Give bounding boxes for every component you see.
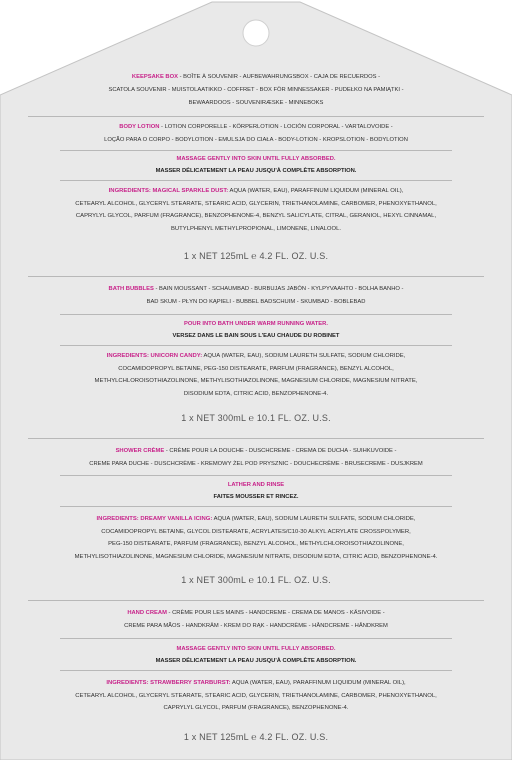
section-body-lotion <box>0 121 512 147</box>
bath-bubbles-instruction-fr: VERSEZ DANS LE BAIN SOUS L'EAU CHAUDE DU ROBINET <box>172 333 340 339</box>
body-lotion-ingredients-line-1 <box>0 185 512 198</box>
body-lotion-ingredients <box>0 185 512 235</box>
body-lotion-ingredients-heading: INGREDIENTS: MAGICAL SPARKLE DUST: <box>108 188 229 194</box>
hand-cream-instructions <box>0 643 512 667</box>
body-lotion-heading: BODY LOTION <box>119 124 160 130</box>
divider <box>60 670 452 671</box>
shower-creme-translations-2: CREME PARA DUCHE - DUSCHCRÈME - KREMOWY ŻEL POD PRYSZNIC - DOUCHECRÈME - BRUSECREME - DUSJKREM <box>89 461 423 467</box>
keepsake-translations-3: BEWAARDOOS - SOUVENIRÆSKE - MINNEBOKS <box>188 100 324 106</box>
section-bath-bubbles <box>0 283 512 309</box>
shower-creme-instruction-en: LATHER AND RINSE <box>227 482 285 488</box>
section-shower-creme <box>0 445 512 471</box>
hand-cream-title-line-1 <box>0 607 512 620</box>
body-lotion-translations-2: LOÇÃO PARA O CORPO - BODYLOTION - EMULSJA DO CIAŁA - BODY-LOTION - KROPSLOTION - BODYLOTION <box>104 137 408 143</box>
shower-creme-ingredients-line-1 <box>0 513 512 526</box>
hand-cream-translations-1: - CRÈME POUR LES MAINS - HANDCREME - CREMA DE MANOS - KÄSIVOIDE - <box>166 610 385 616</box>
divider <box>60 475 452 476</box>
divider <box>60 506 452 507</box>
keepsake-heading: KEEPSAKE BOX <box>131 74 178 80</box>
divider <box>60 150 452 151</box>
bath-bubbles-ingredients-text-1: AQUA (WATER, EAU), SODIUM LAURETH SULFATE, SODIUM CHLORIDE, <box>202 353 406 359</box>
hand-cream-ingredients-line-2: CETEARYL ALCOHOL, GLYCERYL STEARATE, STEARIC ACID, GLYCERIN, TRIETHANOLAMINE, CARBOMER, PHENOXYETHANOL, <box>75 692 437 699</box>
bath-bubbles-translations-2: BAD SKUM - PŁYN DO KĄPIELI - BUBBEL BADSCHUIM - SKUMBAD - BOBLEBAD <box>146 299 366 305</box>
divider <box>60 180 452 181</box>
hand-cream-instruction-fr: MASSER DÉLICATEMENT LA PEAU JUSQU'À COMPLÈTE ABSORPTION. <box>155 658 357 664</box>
shower-creme-translations-1: - CRÈME POUR LA DOUCHE - DUSCHCREME - CREMA DE DUCHA - SUIHKUVOIDE - <box>164 448 397 454</box>
shower-creme-ingredients <box>0 513 512 563</box>
bath-bubbles-ingredients-line-1 <box>0 350 512 363</box>
shower-creme-instructions <box>0 479 512 503</box>
section-keepsake-box <box>0 71 512 110</box>
shower-creme-ingredients-line-4: METHYLISOTHIAZOLINONE, MAGNESIUM CHLORIDE, MAGNESIUM NITRATE, DISODIUM EDTA, CITRIC ACID, BENZOPHENONE-4. <box>74 553 438 560</box>
hand-cream-net-quantity <box>0 727 512 747</box>
hand-cream-instruction-en: MASSAGE GENTLY INTO SKIN UNTIL FULLY ABSORBED. <box>176 646 336 652</box>
shower-creme-ingredients-line-3: PEG-150 DISTEARATE, PARFUM (FRAGRANCE), BENZYL ALCOHOL, METHYLCHLOROISOTHIAZOLINONE, <box>108 541 404 547</box>
bath-bubbles-heading: BATH BUBBLES <box>108 286 154 292</box>
keepsake-translations-2: SCATOLA SOUVENIR - MUISTOLAATIKKO - COFFRET - BOX FÖR MINNESSAKER - PUDEŁKO NA PAMIĄTKI - <box>108 87 404 93</box>
body-lotion-net: 1 x NET 125mL ℮ 4.2 FL. OZ. U.S. <box>183 251 329 261</box>
bath-bubbles-translations-1: - BAIN MOUSSANT - SCHAUMBAD - BURBUJAS JABÓN - KYLPYVAAHTO - BOLHA BANHO - <box>153 286 404 292</box>
divider <box>28 438 484 439</box>
bath-bubbles-ingredients-line-3: METHYLCHLOROISOTHIAZOLINONE, METHYLISOTHIAZOLINONE, MAGNESIUM CHLORIDE, MAGNESIUM NITRATE, <box>94 378 418 384</box>
bath-bubbles-instruction-en: POUR INTO BATH UNDER WARM RUNNING WATER. <box>184 321 328 327</box>
divider <box>60 638 452 639</box>
hand-cream-ingredients-heading: INGREDIENTS: STRAWBERRY STARBURST: <box>106 680 231 686</box>
divider <box>28 116 484 117</box>
body-lotion-ingredients-line-2: CETEARYL ALCOHOL, GLYCERYL STEARATE, STEARIC ACID, GLYCERIN, TRIETHANOLAMINE, CARBOMER, PHENOXYETHANOL, <box>75 200 437 207</box>
hanging-hole-icon <box>243 20 269 46</box>
hand-cream-ingredients <box>0 677 512 715</box>
bath-bubbles-net-quantity <box>0 408 512 428</box>
shower-creme-net-quantity <box>0 570 512 590</box>
bath-bubbles-ingredients <box>0 350 512 400</box>
shower-creme-instruction-fr: FAITES MOUSSER ET RINCEZ. <box>213 494 299 500</box>
bath-bubbles-ingredients-heading: INGREDIENTS: UNICORN CANDY: <box>106 353 203 359</box>
bath-bubbles-instructions <box>0 318 512 342</box>
shower-creme-ingredients-heading: INGREDIENTS: DREAMY VANILLA ICING: <box>96 516 213 522</box>
hand-cream-net: 1 x NET 125mL ℮ 4.2 FL. OZ. U.S. <box>183 732 329 742</box>
body-lotion-instructions <box>0 153 512 177</box>
keepsake-title-line-1 <box>0 71 512 84</box>
hand-cream-ingredients-text-1: AQUA (WATER, EAU), PARAFFINUM LIQUIDUM (MINERAL OIL), <box>230 680 406 686</box>
hand-cream-ingredients-line-3: CAPRYLYL GLYCOL, PARFUM (FRAGRANCE), BENZOPHENONE-4. <box>163 705 349 711</box>
hand-cream-ingredients-line-1 <box>0 677 512 690</box>
divider <box>60 345 452 346</box>
shower-creme-net: 1 x NET 300mL ℮ 10.1 FL. OZ. U.S. <box>181 575 331 585</box>
shower-creme-ingredients-line-2: COCAMIDOPROPYL BETAINE, GLYCOL DISTEARATE, ACRYLATES/C10-30 ALKYL ACRYLATE CROSSPOLYMER, <box>101 528 411 535</box>
shower-creme-title-line-1 <box>0 445 512 458</box>
body-lotion-instruction-fr: MASSER DÉLICATEMENT LA PEAU JUSQU'À COMPLÈTE ABSORPTION. <box>155 168 357 174</box>
body-lotion-ingredients-line-4: BUTYLPHENYL METHYLPROPIONAL, LIMONENE, LINALOOL. <box>170 225 341 232</box>
section-hand-cream <box>0 607 512 633</box>
keepsake-translations-1: - BOÎTE À SOUVENIR - AUFBEWAHRUNGSBOX - CAJA DE RECUERDOS - <box>178 74 381 80</box>
bath-bubbles-ingredients-line-4: DISODIUM EDTA, CITRIC ACID, BENZOPHENONE-4. <box>183 390 329 397</box>
body-lotion-net-quantity <box>0 246 512 266</box>
divider <box>60 314 452 315</box>
shower-creme-ingredients-text-1: AQUA (WATER, EAU), SODIUM LAURETH SULFATE, SODIUM CHLORIDE, <box>212 516 416 522</box>
bath-bubbles-ingredients-line-2: COCAMIDOPROPYL BETAINE, PEG-150 DISTEARATE, PARFUM (FRAGRANCE), BENZYL ALCOHOL, <box>118 365 394 372</box>
bath-bubbles-title-line-1 <box>0 283 512 296</box>
body-lotion-translations-1: - LOTION CORPORELLE - KÖRPERLOTION - LOCIÓN CORPORAL - VARTALOVOIDE - <box>159 124 393 130</box>
body-lotion-ingredients-text-1: AQUA (WATER, EAU), PARAFFINUM LIQUIDUM (MINERAL OIL), <box>228 188 404 194</box>
body-lotion-ingredients-line-3: CAPRYLYL GLYCOL, PARFUM (FRAGRANCE), BENZOPHENONE-4, BENZYL SALICYLATE, CITRAL, GERANIOL, HEXYL CINNAMAL, <box>75 213 437 219</box>
body-lotion-instruction-en: MASSAGE GENTLY INTO SKIN UNTIL FULLY ABSORBED. <box>176 156 336 162</box>
bath-bubbles-net: 1 x NET 300mL ℮ 10.1 FL. OZ. U.S. <box>181 413 331 423</box>
hand-cream-heading: HAND CREAM <box>127 610 167 616</box>
divider <box>28 600 484 601</box>
body-lotion-title-line-1 <box>0 121 512 134</box>
hand-cream-translations-2: CREME PARA MÃOS - HANDKRÄM - KREM DO RĄK - HANDCRÈME - HÅNDCREME - HÅNDKREM <box>124 623 388 629</box>
shower-creme-heading: SHOWER CRÈME <box>115 448 165 454</box>
divider <box>28 276 484 277</box>
